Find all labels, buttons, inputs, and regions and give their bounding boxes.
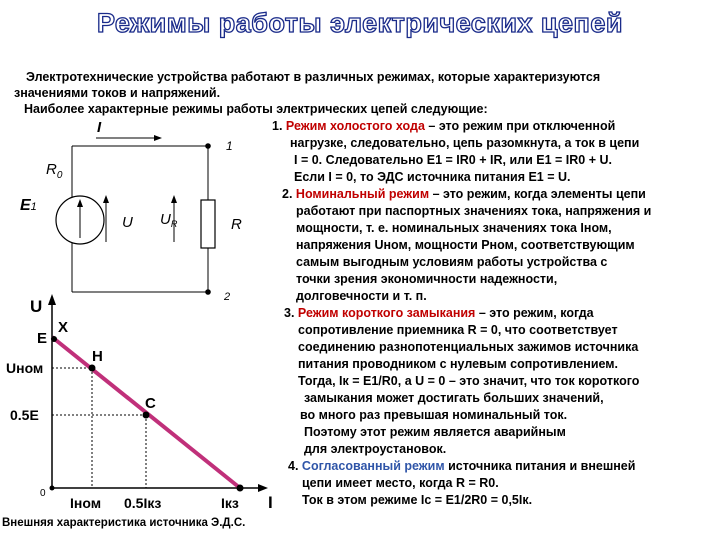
- mode-4-line-0: 4. Согласованный режим источника питания и внешней: [288, 459, 636, 473]
- point-ikz: [237, 485, 244, 492]
- point-c: [143, 412, 150, 419]
- mode-2-line-0: 2. Номинальный режим – это режим, когда элементы цепи: [282, 187, 646, 201]
- terminal-1-dot: [205, 143, 211, 149]
- mode-3-line-2: соединению разнопотенциальных зажимов источника: [298, 340, 639, 354]
- mode-3-line-7: Поэтому этот режим является аварийным: [304, 425, 566, 439]
- current-label: I: [97, 119, 102, 136]
- mode-3-line-8: для электроустановок.: [304, 442, 447, 456]
- half-ikz-label: 0.5Iкз: [124, 495, 162, 511]
- mode-2-line-4: самым выгодным условиям работы устройства с: [296, 255, 608, 269]
- mode-3-line-1: сопротивление приемника R = 0, что соответствует: [298, 323, 618, 337]
- i-axis-label: I: [268, 493, 273, 512]
- page-title: Режимы работы электрических цепей: [97, 8, 623, 38]
- mode-2-line-1: работают при паспортных значениях тока, напряжения и: [296, 204, 652, 218]
- mode-1-line-0: 1. Режим холостого хода – это режим при отключенной: [272, 119, 616, 133]
- mode-3-line-4: Тогда, Iк = E1/R0, а U = 0 – это значит, что ток короткого: [298, 374, 640, 388]
- r-label: R: [231, 216, 242, 233]
- inom-label: Iном: [70, 495, 102, 511]
- mode-3-line-6: во много раз превышая номинальный ток.: [300, 408, 568, 422]
- mode-4-line-2: Ток в этом режиме Iс = E1/2R0 = 0,5Iк.: [302, 493, 533, 507]
- half-e-label: 0.5E: [10, 407, 39, 423]
- intro-line-2: значениями токов и напряжений.: [14, 86, 221, 100]
- mode-1-title: Режим холостого хода: [285, 119, 425, 133]
- mode-2-title: Номинальный режим: [295, 187, 430, 201]
- mode-3-line-0: 3. Режим короткого замыкания – это режим, когда: [284, 306, 594, 320]
- external-characteristic-graph: [0, 290, 290, 540]
- emf-label: E1: [20, 197, 37, 214]
- unom-label: Uном: [6, 360, 44, 376]
- c-label: C: [145, 395, 156, 412]
- h-label: H: [92, 348, 103, 365]
- origin-dot: [50, 486, 55, 491]
- origin-label: 0: [40, 488, 46, 499]
- mode-2-line-5: точки зрения экономичности надежности,: [296, 272, 558, 286]
- ur-label: $U_R$: [160, 211, 178, 229]
- mode-3-line-5: замыкания может достигать больших значений,: [304, 391, 604, 405]
- mode-4-line-1: цепи имеет место, когда R = R0.: [302, 476, 499, 490]
- intro-line-1: Электротехнические устройства работают в различных режимах, которые характеризуются: [26, 70, 601, 84]
- mode-1-line-3: Если I = 0, то ЭДС источника питания E1 = U.: [294, 170, 571, 184]
- x-label: X: [58, 319, 69, 336]
- resistor-r: [201, 200, 215, 248]
- r0-label: $R_0$: [46, 161, 63, 181]
- e-label: E: [37, 330, 48, 347]
- point-h: [89, 365, 96, 372]
- mode-1-line-2: I = 0. Следовательно E1 = IR0 + IR, или E1 = IR0 + U.: [294, 153, 612, 167]
- mode-2-line-3: напряжения Uном, мощности Pном, соответствующим: [296, 238, 635, 252]
- mode-3-line-3: питания проводником с нулевым сопротивлением.: [298, 357, 619, 371]
- mode-3-title: Режим короткого замыкания: [297, 306, 476, 320]
- mode-1-line-1: нагрузке, следовательно, цепь разомкнута, а ток в цепи: [290, 136, 640, 150]
- u-axis-label: U: [30, 297, 43, 316]
- mode-2-line-6: долговечности и т. п.: [296, 289, 427, 303]
- ikz-label: Iкз: [221, 495, 239, 511]
- mode-4-title: Согласованный режим: [301, 459, 445, 473]
- graph-caption: Внешняя характеристика источника Э.Д.С.: [2, 517, 246, 529]
- terminal-2-label: 2: [224, 291, 231, 303]
- u-label: U: [122, 214, 133, 231]
- intro-line-3: Наиболее характерные режимы работы электрических цепей следующие:: [24, 102, 488, 116]
- mode-2-line-2: мощности, т. е. номинальных значениях тока Iном,: [296, 221, 612, 235]
- terminal-1-label: 1: [226, 139, 233, 153]
- point-x: [51, 336, 57, 342]
